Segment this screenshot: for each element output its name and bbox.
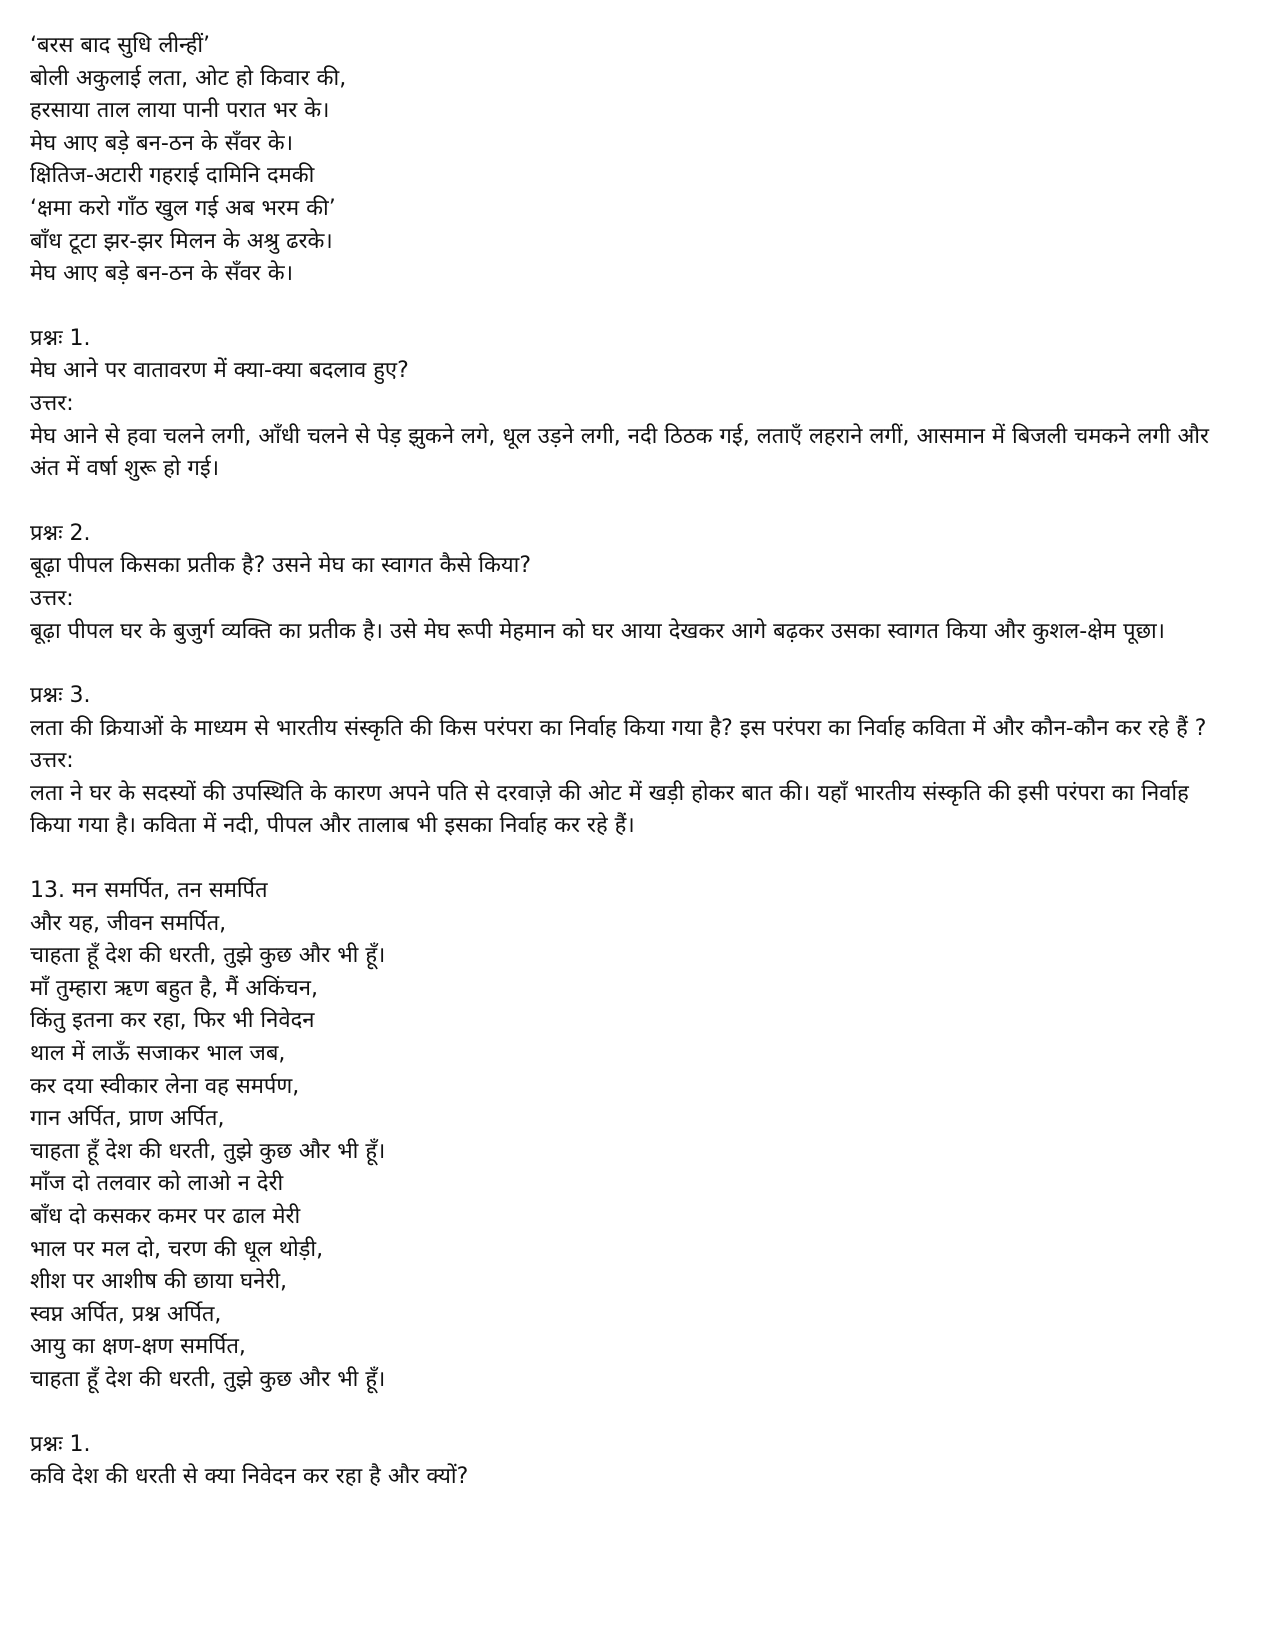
poem-line: माँ तुम्हारा ऋण बहुत है, मैं अकिंचन, (30, 975, 318, 1001)
poem-line: मेघ आए बड़े बन-ठन के सँवर के। (30, 130, 294, 156)
poem-line: और यह, जीवन समर्पित, (30, 910, 227, 936)
poem-stanza-samarpit (30, 875, 1235, 1397)
poem-line: मेघ आए बड़े बन-ठन के सँवर के। (30, 261, 294, 287)
question-label: प्रश्नः 2. (30, 520, 91, 546)
question-block-3 (30, 680, 1235, 843)
poem-line: बाँध टूटा झर-झर मिलन के अश्रु ढरके। (30, 228, 333, 254)
poem-line: थाल में लाऊँ सजाकर भाल जब, (30, 1041, 286, 1067)
question-label: प्रश्नः 3. (30, 683, 91, 709)
answer-label: उत्तर: (30, 748, 74, 774)
poem-line: चाहता हूँ देश की धरती, तुझे कुछ और भी हूँ। (30, 943, 386, 969)
poem-line: चाहता हूँ देश की धरती, तुझे कुछ और भी हूँ। (30, 1138, 386, 1164)
poem-line: ‘क्षमा करो गाँठ खुल गई अब भरम की’ (30, 195, 336, 221)
answer-text: मेघ आने से हवा चलने लगी, आँधी चलने से पेड़ झुकने लगे, धूल उड़ने लगी, नदी ठिठक गई, लताएँ लहराने लगीं, आसमान में बिजली चमकने लगी और अंत में वर्षा शुरू हो गई। (30, 423, 1209, 482)
question-text: बूढ़ा पीपल किसका प्रतीक है? उसने मेघ का स्वागत कैसे किया? (30, 553, 532, 579)
question-block-2 (30, 518, 1235, 648)
question-label: प्रश्नः 1. (30, 1431, 91, 1457)
question-label: प्रश्नः 1. (30, 325, 91, 351)
answer-label: उत्तर: (30, 390, 74, 416)
question-block-1 (30, 323, 1235, 486)
question-block-4 (30, 1429, 1235, 1494)
poem-line: भाल पर मल दो, चरण की धूल थोड़ी, (30, 1236, 324, 1262)
answer-text: बूढ़ा पीपल घर के बुजुर्ग व्यक्ति का प्रतीक है। उसे मेघ रूपी मेहमान को घर आया देखकर आगे बढ़कर उसका स्वागत किया और कुशल-क्षेम पूछा। (30, 618, 1166, 644)
poem-line: माँज दो तलवार को लाओ न देरी (30, 1171, 284, 1197)
poem-stanza-megh (30, 30, 1235, 291)
poem-line: चाहता हूँ देश की धरती, तुझे कुछ और भी हूँ। (30, 1366, 386, 1392)
question-text: मेघ आने पर वातावरण में क्या-क्या बदलाव हुए? (30, 358, 409, 384)
question-text: कवि देश की धरती से क्या निवेदन कर रहा है और क्यों? (30, 1464, 469, 1490)
poem-line: आयु का क्षण-क्षण समर्पित, (30, 1334, 246, 1360)
poem-line: गान अर्पित, प्राण अर्पित, (30, 1106, 225, 1132)
poem-line: किंतु इतना कर रहा, फिर भी निवेदन (30, 1008, 315, 1034)
poem-line: ‘बरस बाद सुधि लीन्हीं’ (30, 33, 211, 58)
poem-line: कर दया स्वीकार लेना वह समर्पण, (30, 1073, 300, 1099)
poem-line: स्वप्न अर्पित, प्रश्न अर्पित, (30, 1301, 222, 1327)
poem-line: क्षितिज-अटारी गहराई दामिनि दमकी (30, 163, 315, 189)
poem-line: हरसाया ताल लाया पानी परात भर के। (30, 98, 330, 124)
question-text: लता की क्रियाओं के माध्यम से भारतीय संस्कृति की किस परंपरा का निर्वाह किया गया है? इस परंपरा का निर्वाह कविता में और कौन-कौन कर रहे हैं ? (30, 715, 1207, 741)
answer-text: लता ने घर के सदस्यों की उपस्थिति के कारण अपने पति से दरवाज़े की ओट में खड़ी होकर बात की। यहाँ भारतीय संस्कृति की इसी परंपरा का निर्वाह किया गया है। कविता में नदी, पीपल और तालाब भी इसका निर्वाह कर रहे हैं। (30, 780, 1189, 839)
poem-line: 13. मन समर्पित, तन समर्पित (30, 878, 268, 904)
poem-line: शीश पर आशीष की छाया घनेरी, (30, 1269, 288, 1295)
poem-line: बाँध दो कसकर कमर पर ढाल मेरी (30, 1204, 301, 1229)
answer-label: उत्तर: (30, 585, 74, 611)
poem-line: बोली अकुलाई लता, ओट हो किवार की, (30, 65, 347, 91)
